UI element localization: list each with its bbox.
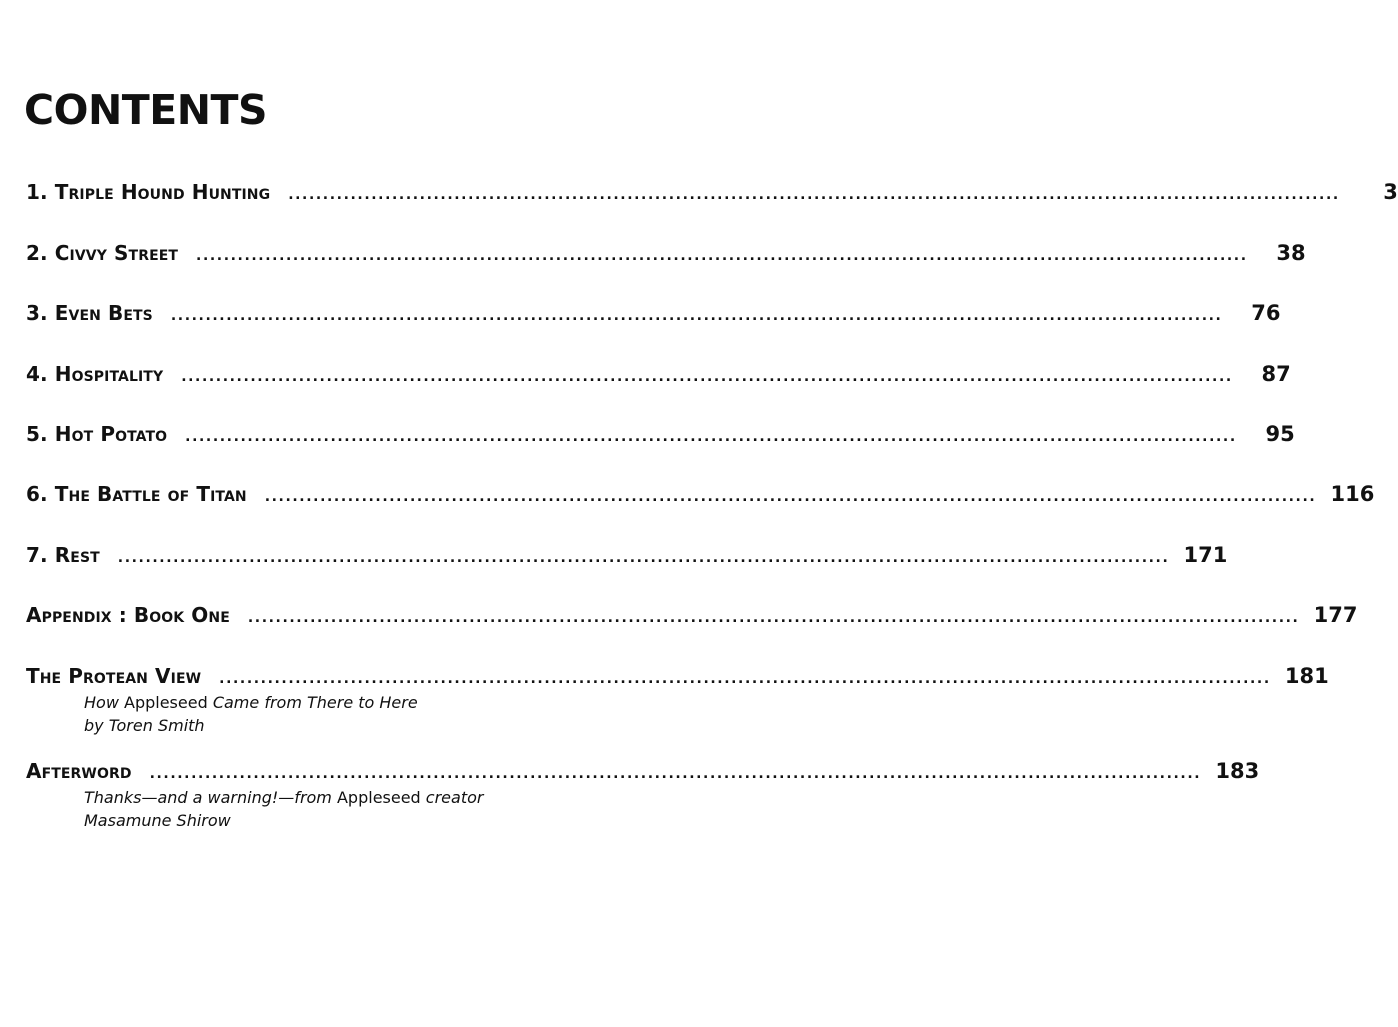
toc-entry xyxy=(26,482,1375,506)
toc-entry-page: 38 xyxy=(1276,241,1306,265)
toc-entry xyxy=(26,241,1306,265)
dot-leader: ........................................................................................................................................................ xyxy=(264,489,1317,505)
toc-entry-title: 5. Hot Potato xyxy=(26,422,168,446)
book-title: Appleseed xyxy=(336,788,421,807)
subtitle-text: Came from There to Here xyxy=(207,693,418,712)
dot-leader: ........................................................................................................................................................ xyxy=(181,369,1233,385)
toc-entry xyxy=(26,301,1281,325)
toc-entry xyxy=(26,664,1329,737)
toc-entry-title: 2. Civvy Street xyxy=(26,241,179,265)
toc-entry-page: 76 xyxy=(1251,301,1281,325)
book-title: Appleseed xyxy=(124,693,208,712)
dot-leader: ........................................................................................................................................................ xyxy=(117,550,1170,566)
toc-entry xyxy=(26,543,1228,567)
toc-entry-page: 116 xyxy=(1330,482,1375,506)
toc-entry-author: by Toren Smith xyxy=(84,716,205,735)
toc-entry-page: 171 xyxy=(1183,543,1228,567)
toc-entry-page: 87 xyxy=(1261,362,1291,386)
toc-entry-title: 4. Hospitality xyxy=(26,362,164,386)
subtitle-text: How xyxy=(84,693,124,712)
toc-entry-title: Afterword xyxy=(26,759,132,783)
toc-entry-title: The Protean View xyxy=(26,664,202,688)
toc-entry xyxy=(26,603,1358,627)
page-title: CONTENTS xyxy=(24,86,268,134)
dot-leader: ........................................................................................................................................................ xyxy=(219,671,1271,687)
toc-entry-subtitle xyxy=(84,691,704,714)
toc-entry-page: 95 xyxy=(1265,422,1295,446)
dot-leader: ........................................................................................................................................................ xyxy=(196,248,1248,264)
toc-entry-page: 3 xyxy=(1383,180,1398,204)
dot-leader: ........................................................................................................................................................ xyxy=(288,187,1340,203)
dot-leader: ........................................................................................................................................................ xyxy=(185,429,1237,445)
toc-entry-page: 181 xyxy=(1284,664,1329,688)
dot-leader: ........................................................................................................................................................ xyxy=(247,610,1300,626)
subtitle-text: Thanks—and a warning!—from xyxy=(84,788,337,807)
toc-entry-title: Appendix : Book One xyxy=(26,603,230,627)
dot-leader: ........................................................................................................................................................ xyxy=(170,308,1223,324)
toc-entry-title: 6. The Battle of Titan xyxy=(26,482,247,506)
toc-entry-author: Masamune Shirow xyxy=(84,811,231,830)
toc-entry-title: 1. Triple Hound Hunting xyxy=(26,180,271,204)
subtitle-text: creator xyxy=(420,788,484,807)
toc-entry-title: 3. Even Bets xyxy=(26,301,153,325)
dot-leader: ........................................................................................................................................................ xyxy=(149,766,1202,782)
toc-entry-page: 177 xyxy=(1313,603,1358,627)
toc-entry xyxy=(26,759,1260,832)
toc-entry xyxy=(26,180,1398,204)
toc-entry-subtitle xyxy=(84,786,704,809)
toc-entry-page: 183 xyxy=(1215,759,1260,783)
toc-entry xyxy=(26,422,1295,446)
toc-entry xyxy=(26,362,1291,386)
toc-entry-title: 7. Rest xyxy=(26,543,100,567)
